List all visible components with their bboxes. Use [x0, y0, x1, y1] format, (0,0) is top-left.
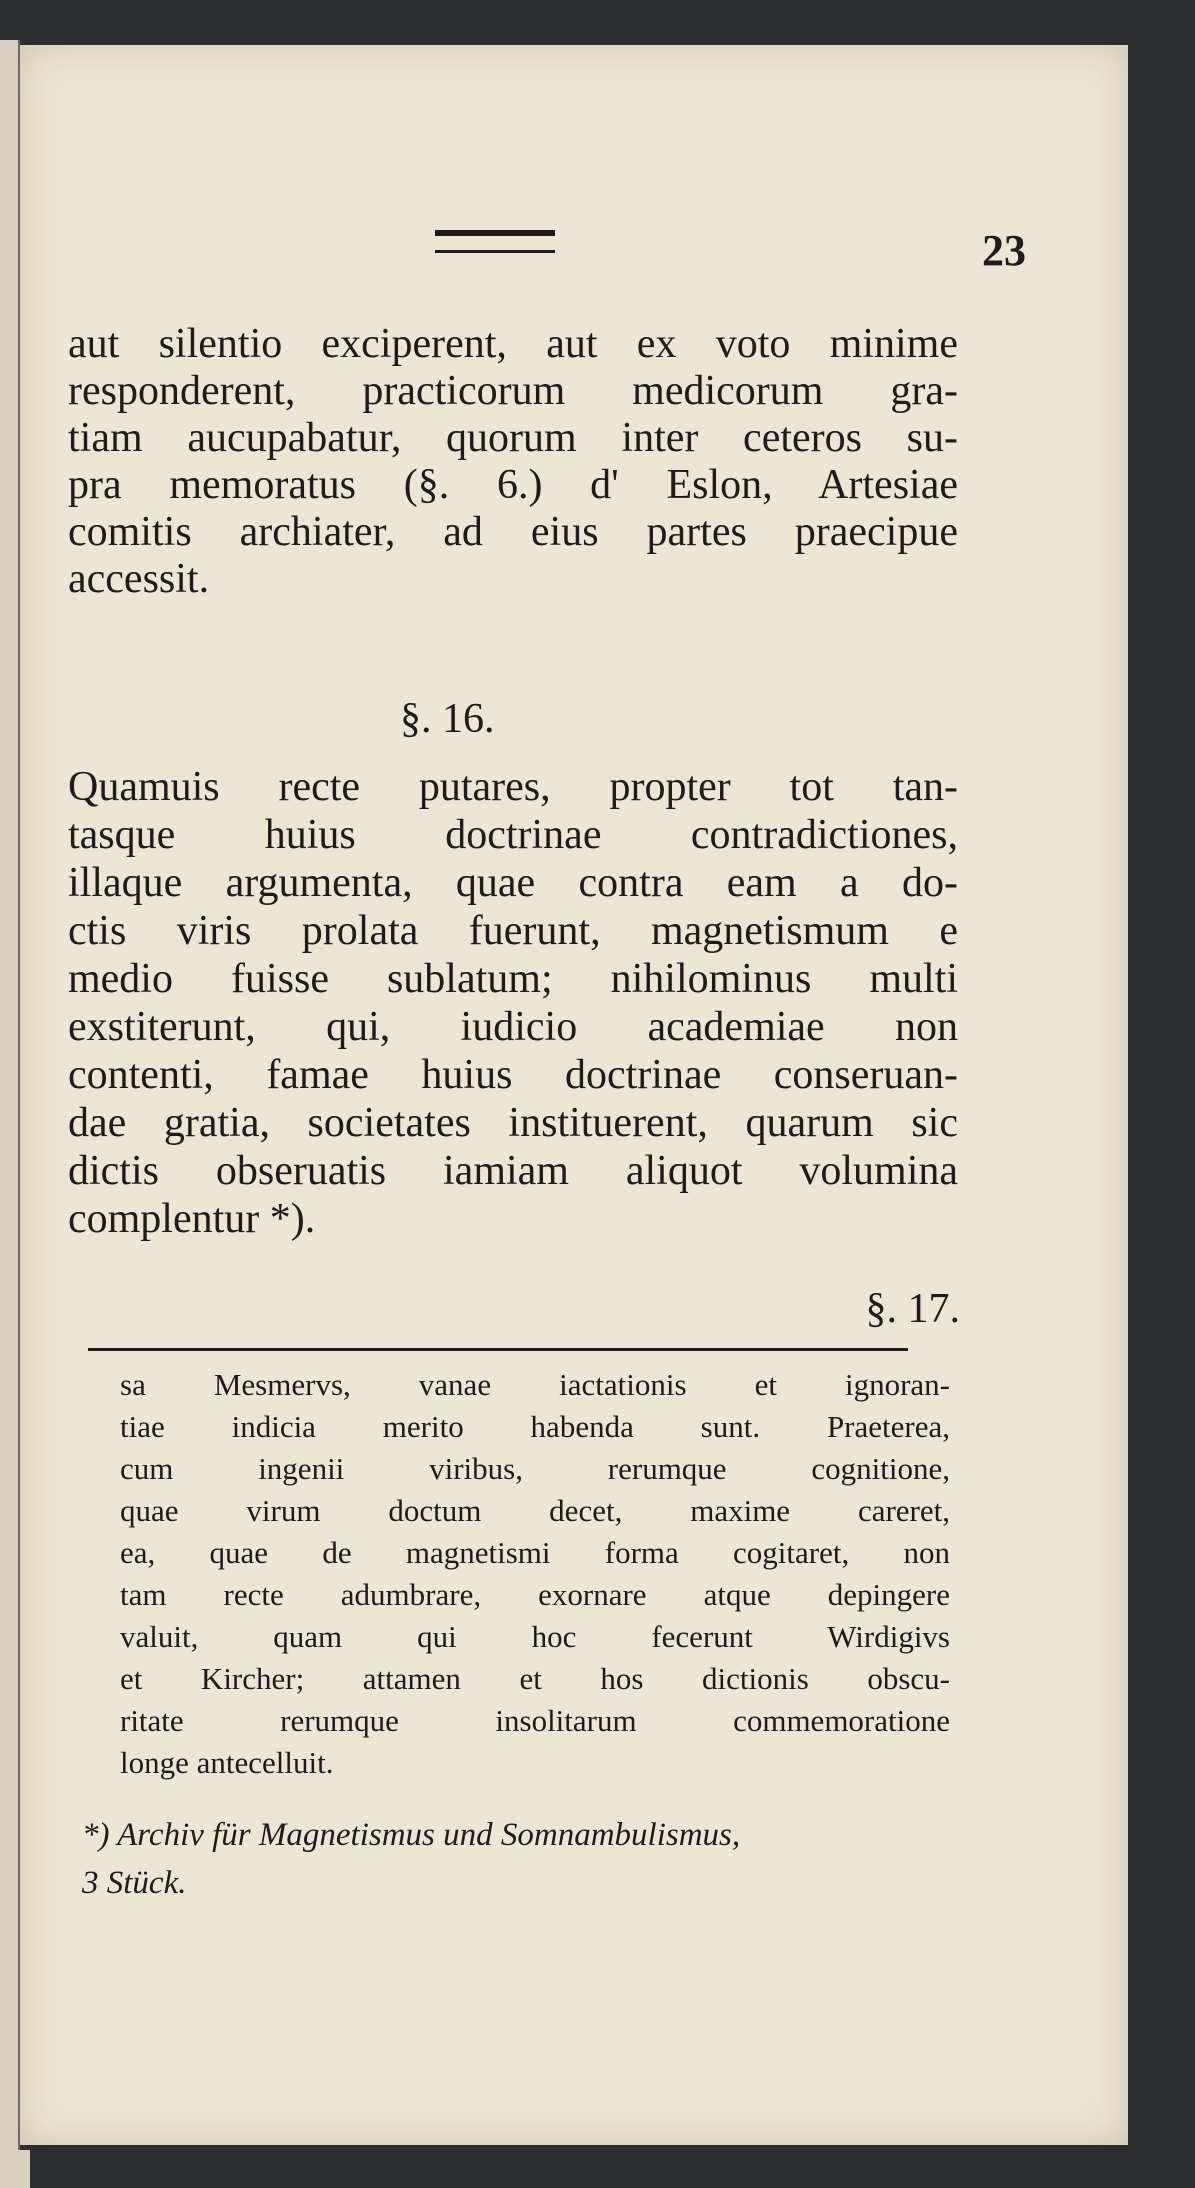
footnote-line: cum ingenii viribus, rerumque cognitione, [120, 1451, 950, 1486]
adjacent-page-edge [0, 40, 20, 2150]
text-line: responderent, practicorum medicorum gra- [68, 368, 958, 414]
text-line: accessit. [68, 556, 210, 602]
text-line: complentur *). [68, 1196, 316, 1242]
header-rule [435, 230, 555, 253]
text-line: comitis archiater, ad eius partes praecipue [68, 509, 958, 555]
text-line: medio fuisse sublatum; nihilominus multi [68, 956, 958, 1002]
text-line: aut silentio exciperent, aut ex voto minime [68, 321, 958, 367]
note-line: 3 Stück. [82, 1865, 187, 1901]
footnote-line: sa Mesmervs, vanae iactationis et ignoran- [120, 1367, 950, 1402]
footnote-rule [88, 1348, 908, 1351]
footnote-line: ritate rerumque insolitarum commemoratione [120, 1703, 950, 1738]
text-line: illaque argumenta, quae contra eam a do- [68, 860, 958, 906]
text-line: tiam aucupabatur, quorum inter ceteros su- [68, 415, 958, 461]
footnote-line: tam recte adumbrare, exornare atque depingere [120, 1577, 950, 1612]
text-line: dae gratia, societates instituerent, quarum sic [68, 1100, 958, 1146]
text-line: tasque huius doctrinae contradictiones, [68, 812, 958, 858]
book-page [20, 45, 1128, 2145]
text-line: contenti, famae huius doctrinae conseruan- [68, 1052, 958, 1098]
text-line: pra memoratus (§. 6.) d' Eslon, Artesiae [68, 462, 958, 508]
footnote-line: longe antecelluit. [120, 1745, 334, 1780]
adjacent-page-corner [0, 2150, 30, 2188]
footnote-line: ea, quae de magnetismi forma cogitaret, non [120, 1535, 950, 1570]
text-line: dictis obseruatis iamiam aliquot volumina [68, 1148, 958, 1194]
note-line: *) Archiv für Magnetismus und Somnambulismus, [82, 1817, 741, 1853]
footnote-line: tiae indicia merito habenda sunt. Praeterea, [120, 1409, 950, 1444]
footnote-line: et Kircher; attamen et hos dictionis obscu- [120, 1661, 950, 1696]
text-line: ctis viris prolata fuerunt, magnetismum e [68, 908, 958, 954]
section-heading-17: §. 17. [865, 1286, 960, 1332]
page-number: 23 [982, 226, 1026, 275]
footnote-line: valuit, quam qui hoc fecerunt Wirdigivs [120, 1619, 950, 1654]
text-line: Quamuis recte putares, propter tot tan- [68, 764, 958, 810]
section-heading-16: §. 16. [400, 696, 495, 742]
footnote-line: quae virum doctum decet, maxime careret, [120, 1493, 950, 1528]
text-line: exstiterunt, qui, iudicio academiae non [68, 1004, 958, 1050]
